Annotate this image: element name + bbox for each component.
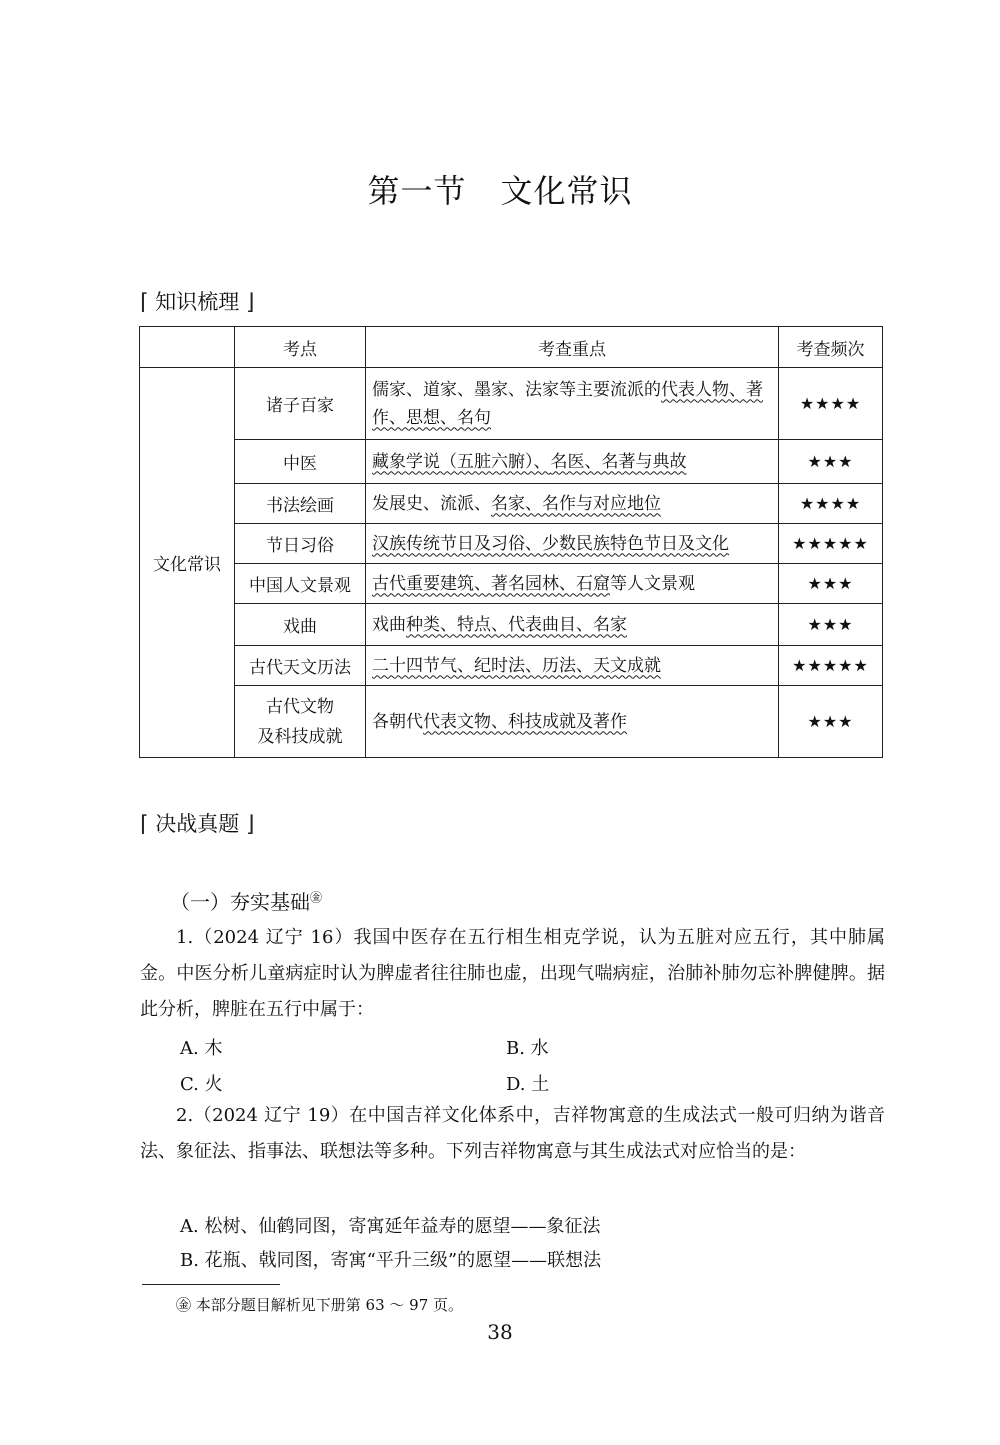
- focus-cell: 儒家、道家、墨家、法家等主要流派的代表人物、著作、思想、名句: [366, 368, 779, 440]
- frequency-stars: ★★★: [779, 604, 883, 646]
- point-cell: 古代文物 及科技成就: [235, 686, 366, 758]
- table-header-row: [140, 327, 883, 368]
- page-title-part1: 第一节: [367, 172, 467, 210]
- focus-cell: 藏象学说（五脏六腑）、名医、名著与典故: [366, 440, 779, 484]
- table-row: [140, 646, 883, 686]
- footnote: ㊎ 本部分题目解析见下册第 63 ～ 97 页。: [176, 1296, 464, 1314]
- subsection-heading: （一）夯实基础㊎: [170, 890, 323, 914]
- section-heading-label: 知识梳理: [155, 290, 240, 314]
- table-row: [140, 368, 883, 440]
- page-title: [0, 166, 1000, 212]
- frequency-stars: ★★★★★: [779, 524, 883, 564]
- header-cell: [140, 327, 235, 368]
- frequency-stars: ★★★★: [779, 484, 883, 524]
- section-heading-knowledge: ⌈ 知识梳理 ⌋: [140, 290, 255, 315]
- section-heading-exam: ⌈ 决战真题 ⌋: [140, 812, 255, 837]
- footnote-divider: [142, 1284, 280, 1285]
- point-cell: 诸子百家: [235, 368, 366, 440]
- focus-cell: 发展史、流派、名家、名作与对应地位: [366, 484, 779, 524]
- focus-cell: 汉族传统节日及习俗、少数民族特色节日及文化: [366, 524, 779, 564]
- focus-cell: 戏曲种类、特点、代表曲目、名家: [366, 604, 779, 646]
- table-row: [140, 440, 883, 484]
- table-row: [140, 524, 883, 564]
- knowledge-table: [139, 326, 883, 758]
- table-row: [140, 686, 883, 758]
- q1-option-b: B. 水: [506, 1038, 549, 1059]
- q1-option-c: C. 火: [180, 1074, 223, 1095]
- category-cell: 文化常识: [140, 368, 235, 758]
- frequency-stars: ★★★: [779, 564, 883, 604]
- point-cell: 书法绘画: [235, 484, 366, 524]
- focus-cell: 各朝代代表文物、科技成就及著作: [366, 686, 779, 758]
- point-cell: 戏曲: [235, 604, 366, 646]
- q2-option-a: A. 松树、仙鹤同图，寄寓延年益寿的愿望——象征法: [180, 1216, 601, 1237]
- q2-option-b: B. 花瓶、戟同图，寄寓“平升三级”的愿望——联想法: [180, 1250, 602, 1271]
- focus-cell: 二十四节气、纪时法、历法、天文成就: [366, 646, 779, 686]
- flower-mark-icon: ㊎: [310, 890, 323, 905]
- page-title-part2: 文化常识: [500, 172, 633, 210]
- header-cell: 考查重点: [366, 327, 779, 368]
- section-heading-label: 决战真题: [155, 812, 240, 836]
- point-cell: 古代天文历法: [235, 646, 366, 686]
- point-cell: 中国人文景观: [235, 564, 366, 604]
- q1-option-d: D. 土: [506, 1074, 550, 1095]
- point-cell: 中医: [235, 440, 366, 484]
- frequency-stars: ★★★: [779, 440, 883, 484]
- frequency-stars: ★★★★: [779, 368, 883, 440]
- header-cell: 考查频次: [779, 327, 883, 368]
- frequency-stars: ★★★★★: [779, 646, 883, 686]
- table-row: [140, 604, 883, 646]
- frequency-stars: ★★★: [779, 686, 883, 758]
- table-row: [140, 564, 883, 604]
- focus-cell: 古代重要建筑、著名园林、石窟等人文景观: [366, 564, 779, 604]
- table-row: [140, 484, 883, 524]
- q1-option-a: A. 木: [180, 1038, 223, 1059]
- question-2-stem: 2.（2024 辽宁 19）在中国吉祥文化体系中，吉祥物寓意的生成法式一般可归纳为谐音法、象征法、指事法、联想法等多种。下列吉祥物寓意与其生成法式对应恰当的是：: [140, 1105, 885, 1162]
- page-number: 38: [487, 1320, 513, 1344]
- point-cell: 节日习俗: [235, 524, 366, 564]
- header-cell: 考点: [235, 327, 366, 368]
- question-1-stem: 1.（2024 辽宁 16）我国中医存在五行相生相克学说，认为五脏对应五行，其中肺属金。中医分析儿童病症时认为脾虚者往往肺也虚，出现气喘病症，治肺补肺勿忘补脾健脾。据此分析，脾脏在五行中属于：: [140, 927, 885, 1020]
